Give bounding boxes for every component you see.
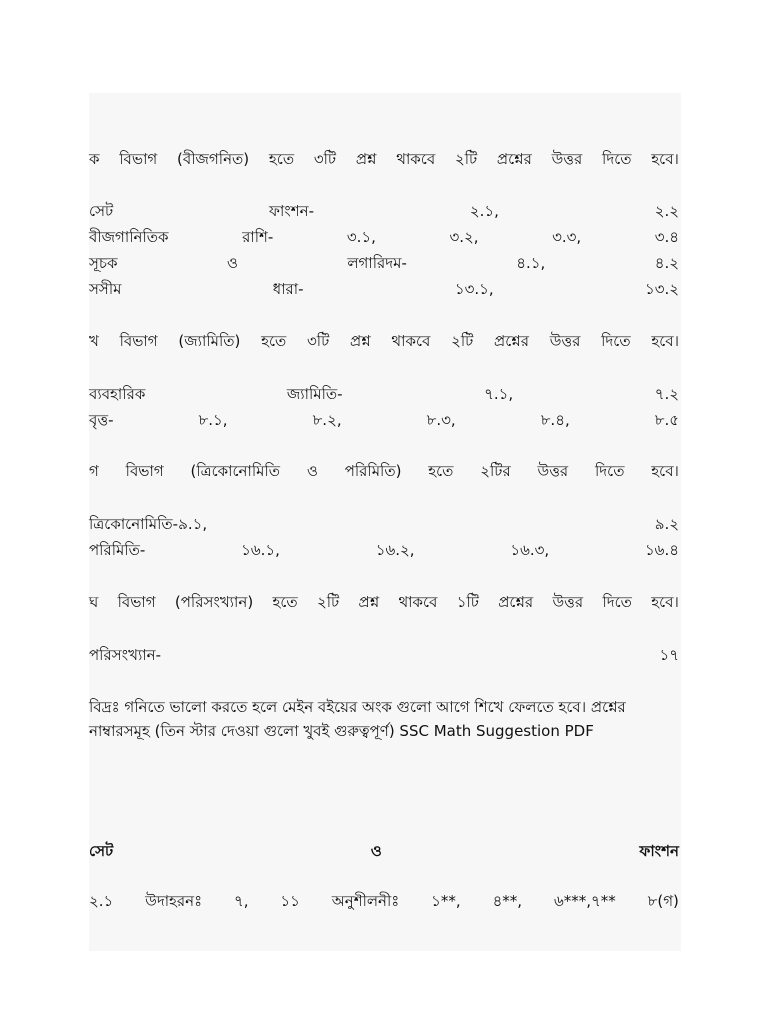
word: ১৩.১, xyxy=(454,280,494,298)
word: ১**, xyxy=(431,892,461,910)
word: প্রশ্ন xyxy=(350,332,371,350)
word: ৭, xyxy=(234,892,249,910)
word: প্রশ্নের xyxy=(494,332,529,350)
word: খ xyxy=(89,332,99,350)
word: উদাহরনঃ xyxy=(145,892,203,910)
word: ৮(গ) xyxy=(647,892,679,910)
word: উত্তর xyxy=(551,150,583,168)
word: ৭.১, xyxy=(484,385,514,403)
section-gha-heading xyxy=(89,591,679,613)
word: ও xyxy=(306,462,318,480)
word: ৮.১, xyxy=(198,411,228,429)
word: গ xyxy=(89,462,99,480)
word: ২টি xyxy=(451,332,474,350)
word: থাকবে xyxy=(391,332,431,350)
word: পরিসংখ্যান- xyxy=(89,646,162,664)
word: ১৭ xyxy=(659,646,679,664)
word: দিতে xyxy=(601,332,631,350)
word: প্রশ্নের xyxy=(496,150,532,168)
word: প্রশ্নের xyxy=(498,593,534,611)
section-ka-row-2 xyxy=(89,226,679,248)
word: (ত্রিকোনোমিতি xyxy=(190,462,281,480)
section-kha-row-2 xyxy=(89,409,679,431)
word: সূচক xyxy=(89,254,118,272)
word: বৃত্ত- xyxy=(89,411,114,429)
word: ২টির xyxy=(480,462,511,480)
word: হতে xyxy=(428,462,454,480)
set-function-heading xyxy=(89,840,679,862)
word: ২.২ xyxy=(654,202,679,220)
word: উত্তর xyxy=(549,332,581,350)
word: হবে। xyxy=(651,593,679,611)
word: ৩টি xyxy=(307,332,330,350)
word: ৩টি xyxy=(313,150,337,168)
word: বীজগানিতিক xyxy=(89,228,169,246)
word: ও xyxy=(226,254,238,272)
word: ৪**, xyxy=(492,892,523,910)
section-ga-heading xyxy=(89,460,679,482)
word: বিভাগ xyxy=(119,150,158,168)
word: ব্যবহারিক xyxy=(89,385,146,403)
word: হবে। xyxy=(651,150,679,168)
word: উত্তর xyxy=(537,462,569,480)
word: প্রশ্ন xyxy=(358,593,380,611)
word: বিভাগ xyxy=(125,462,164,480)
section-kha-heading xyxy=(89,330,679,352)
document-page xyxy=(89,93,681,951)
section-ka-row-3 xyxy=(89,252,679,274)
word: হবে। xyxy=(651,462,679,480)
word: (পরিসংখ্যান) xyxy=(174,593,254,611)
word: ফাংশন- xyxy=(269,202,315,220)
word: ৩.৪ xyxy=(654,228,679,246)
word: ত্রিকোনোমিতি-৯.১, xyxy=(89,515,208,533)
word: বিভাগ xyxy=(119,332,158,350)
word: দিতে xyxy=(602,150,632,168)
word: ১১ xyxy=(280,892,300,910)
word: পরিমিতি- xyxy=(89,541,146,559)
word: ও xyxy=(370,842,382,860)
word: দিতে xyxy=(602,593,632,611)
word: ৮.৫ xyxy=(654,411,679,429)
word: পরিমিতি) xyxy=(344,462,402,480)
word: ২টি xyxy=(454,150,478,168)
word: সেট xyxy=(89,202,114,220)
word: (জ্যামিতি) xyxy=(178,332,241,350)
exercise-row xyxy=(89,890,679,912)
word: ৩.২, xyxy=(449,228,479,246)
word: হবে। xyxy=(651,332,679,350)
word: হতে xyxy=(261,332,287,350)
word: ৩.৩, xyxy=(552,228,582,246)
word: ৮.২, xyxy=(312,411,342,429)
word: ৪.২ xyxy=(654,254,679,272)
word: সেট xyxy=(89,842,114,860)
section-kha-row-1 xyxy=(89,383,679,405)
word: ৯.২ xyxy=(654,515,679,533)
word: ৩.১, xyxy=(346,228,376,246)
word: ৮.৩, xyxy=(426,411,456,429)
word: হতে xyxy=(268,150,295,168)
section-gha-row-1 xyxy=(89,644,679,666)
word: লগারিদম- xyxy=(347,254,407,272)
section-ka-heading xyxy=(89,148,679,170)
section-ga-row-1 xyxy=(89,513,679,535)
word: ফাংশন xyxy=(639,842,679,860)
section-ka-row-1 xyxy=(89,200,679,222)
word: ৮.৪, xyxy=(540,411,570,429)
word: ৭.২ xyxy=(654,385,679,403)
word: দিতে xyxy=(595,462,625,480)
section-ga-row-2 xyxy=(89,539,679,561)
word: ১৬.৪ xyxy=(644,541,679,559)
word: ২টি xyxy=(316,593,340,611)
word: উত্তর xyxy=(552,593,584,611)
word: রাশি- xyxy=(242,228,274,246)
word: প্রশ্ন xyxy=(355,150,377,168)
word: ১৩.২ xyxy=(644,280,679,298)
word: ২.১ xyxy=(89,892,114,910)
section-ka-row-4 xyxy=(89,278,679,300)
word: জ্যামিতি- xyxy=(286,385,343,403)
word: ক xyxy=(89,150,100,168)
word: ১টি xyxy=(456,593,479,611)
word: সসীম xyxy=(89,280,122,298)
word: ২.১, xyxy=(469,202,499,220)
word: ১৬.২, xyxy=(375,541,415,559)
note-paragraph: বিদ্রঃ গনিতে ভালো করতে হলে মেইন বইয়ের অংক গুলো আগে শিখে ফেলতে হবে। প্রশ্নের নাম্বারসমূহ (তিন স্টার দেওয়া গুলো খুবই গুরুত্বপূর্ণ) SSC Math Suggestion PDF xyxy=(89,698,626,740)
word: (বীজগনিত) xyxy=(177,150,250,168)
word: ধারা- xyxy=(272,280,304,298)
word: হতে xyxy=(272,593,298,611)
word: ৪.১, xyxy=(516,254,546,272)
word: থাকবে xyxy=(398,593,438,611)
word: অনুশীলনীঃ xyxy=(331,892,400,910)
word: ১৬.১, xyxy=(241,541,280,559)
word: বিভাগ xyxy=(117,593,156,611)
word: ৬***,৭** xyxy=(553,892,616,910)
word: থাকবে xyxy=(396,150,436,168)
word: ১৬.৩, xyxy=(510,541,550,559)
word: ঘ xyxy=(89,593,99,611)
